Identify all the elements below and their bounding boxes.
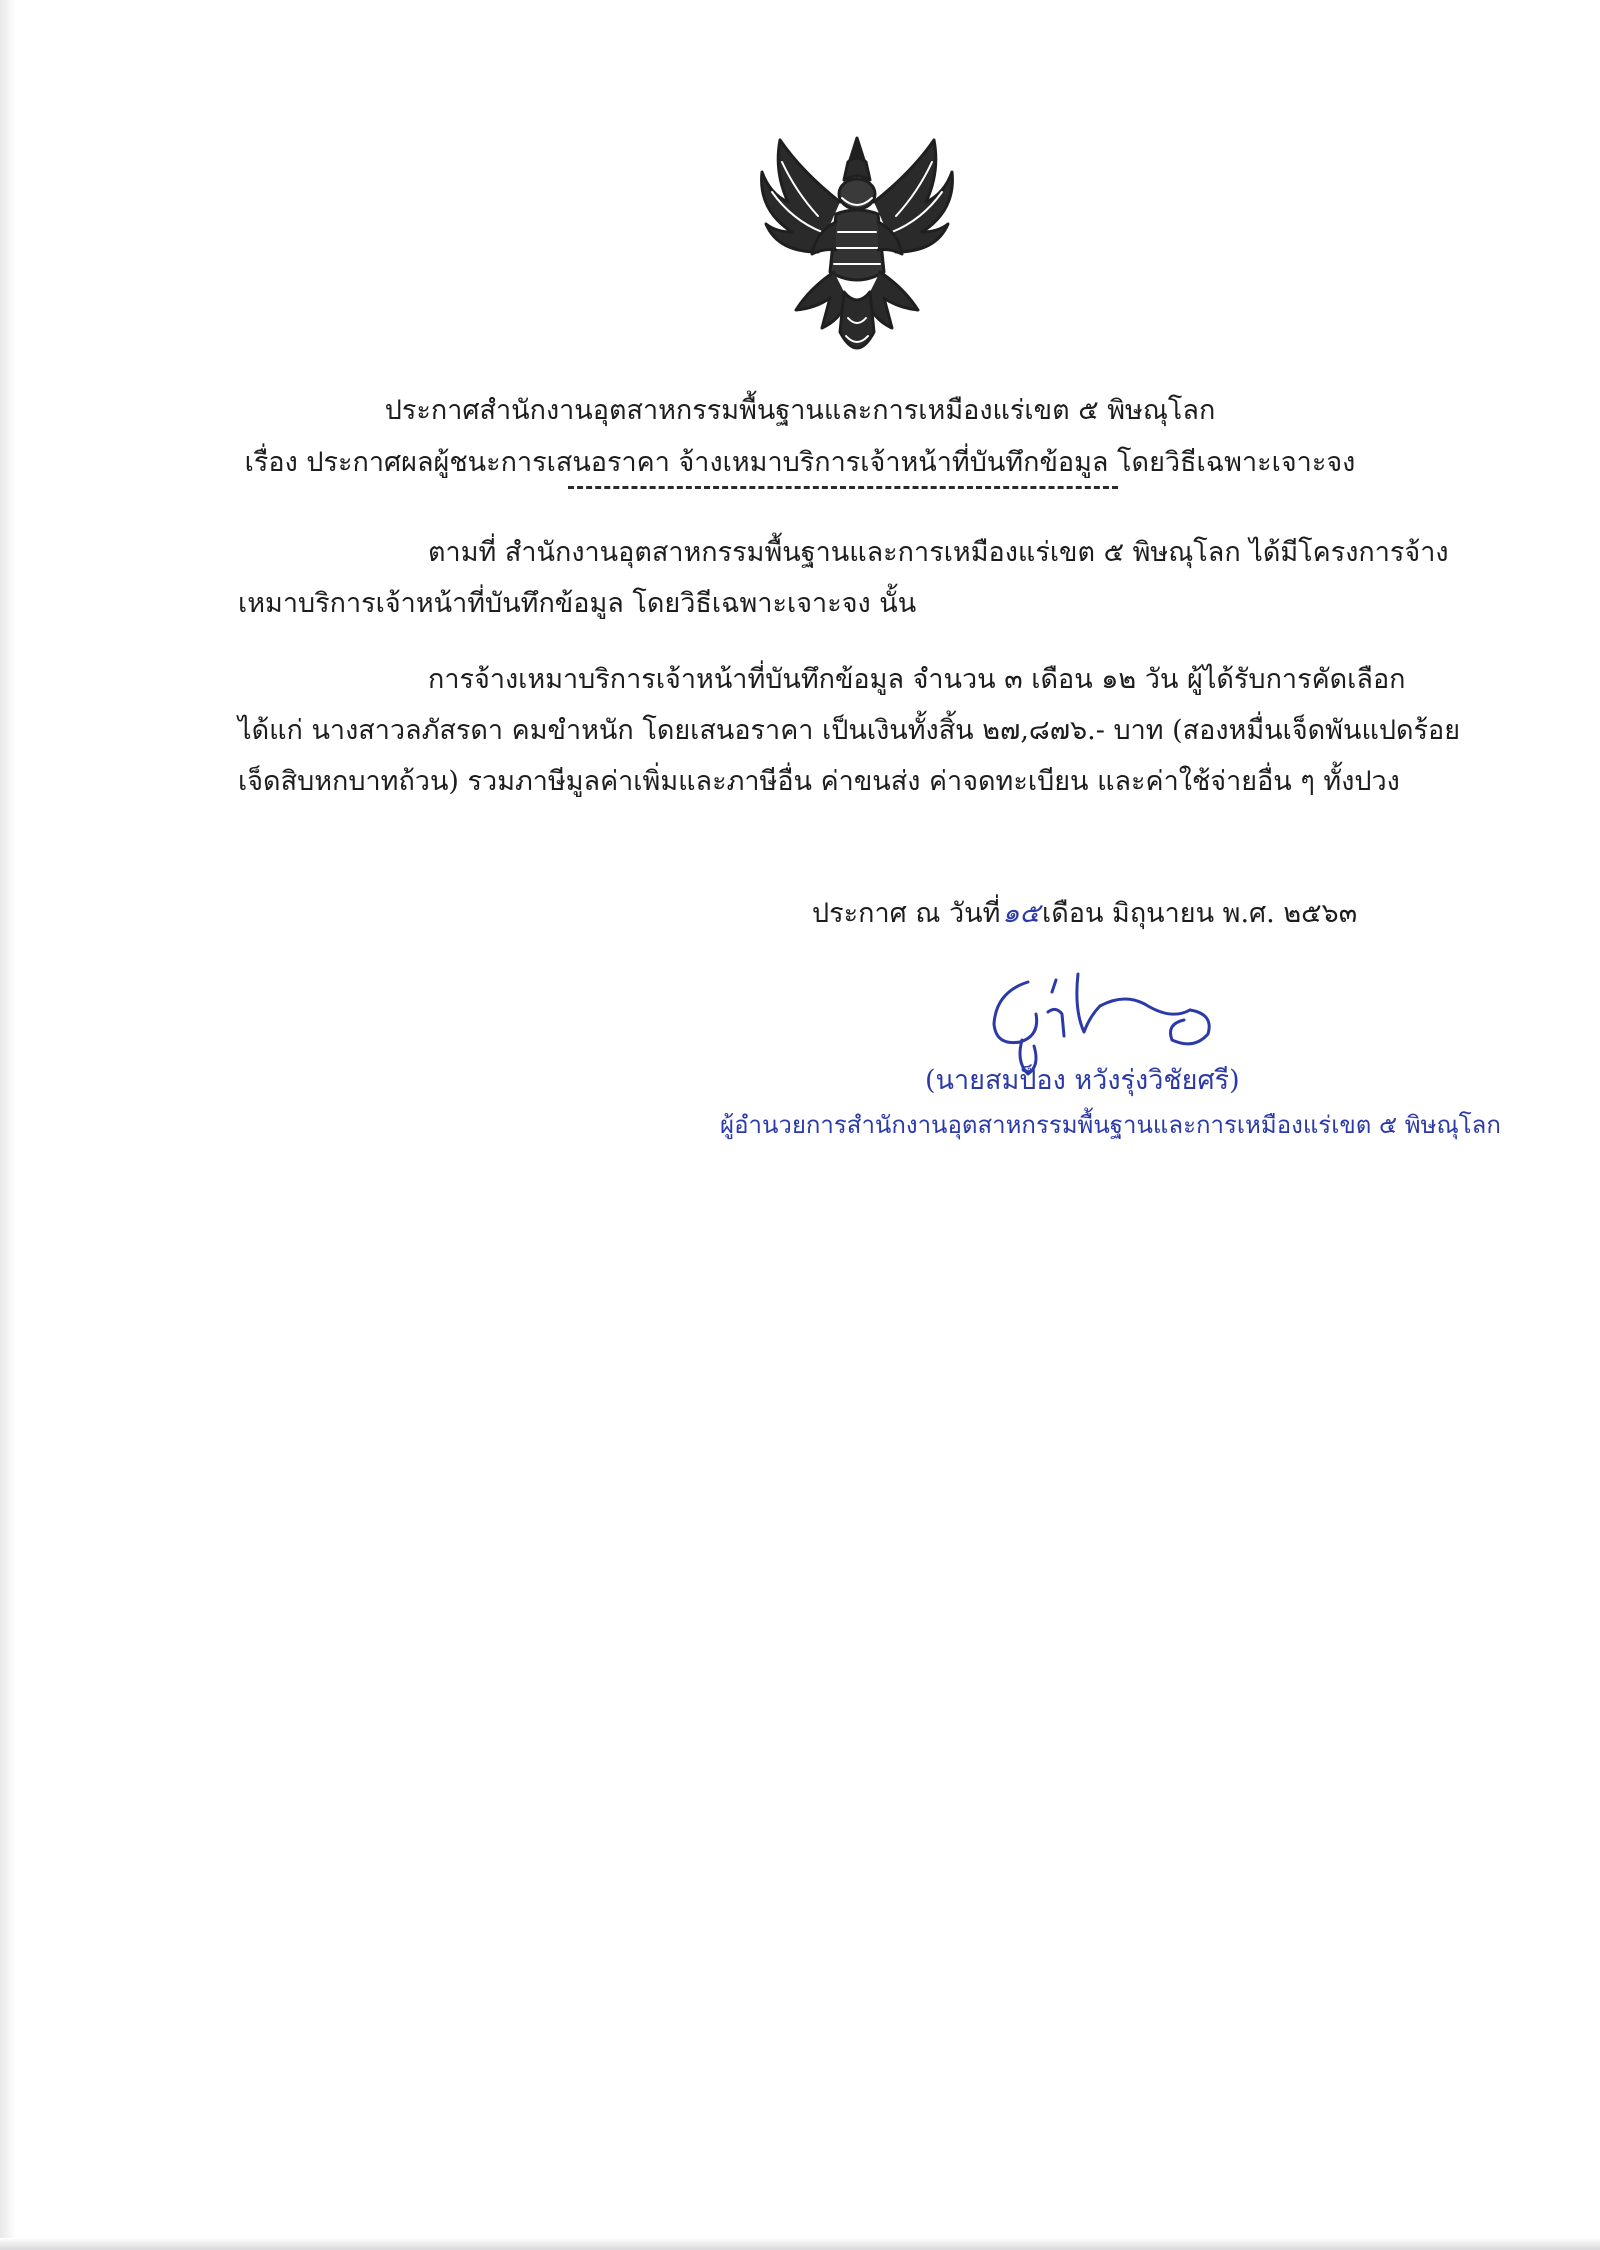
paragraph-line: การจ้างเหมาบริการเจ้าหน้าที่บันทึกข้อมูล จำนวน ๓ เดือน ๑๒ วัน ผู้ได้รับการคัดเลือก bbox=[428, 664, 1406, 695]
scan-edge-bottom bbox=[0, 2238, 1600, 2250]
signatory-name: (นายสมป็อง หวังรุ่งวิชัยศรี) bbox=[925, 1065, 1240, 1096]
date-day-handwritten: ๑๕ bbox=[1002, 898, 1040, 929]
scan-edge-left bbox=[0, 0, 16, 2250]
paragraph-line: เหมาบริการเจ้าหน้าที่บันทึกข้อมูล โดยวิธีเฉพาะเจาะจง นั้น bbox=[238, 588, 917, 619]
garuda-emblem-icon bbox=[752, 132, 962, 364]
paragraph-line: เจ็ดสิบหกบาทถ้วน) รวมภาษีมูลค่าเพิ่มและภาษีอื่น ค่าขนส่ง ค่าจดทะเบียน และค่าใช้จ่ายอื่น ๆ ทั้งปวง bbox=[238, 766, 1400, 797]
date-suffix: เดือน มิถุนายน พ.ศ. ๒๕๖๓ bbox=[1042, 898, 1358, 929]
announcement-title: ประกาศสำนักงานอุตสาหกรรมพื้นฐานและการเหมืองแร่เขต ๕ พิษณุโลก bbox=[384, 395, 1216, 426]
announcement-date bbox=[812, 891, 1357, 934]
paragraph-winner-details bbox=[238, 654, 1461, 807]
signatory-position: ผู้อำนวยการสำนักงานอุตสาหกรรมพื้นฐานและการเหมืองแร่เขต ๕ พิษณุโลก bbox=[720, 1111, 1501, 1139]
paragraph-line: ตามที่ สำนักงานอุตสาหกรรมพื้นฐานและการเหมืองแร่เขต ๕ พิษณุโลก ได้มีโครงการจ้าง bbox=[428, 537, 1449, 568]
paragraph-line: ได้แก่ นางสาวลภัสรดา คมขำหนัก โดยเสนอราคา เป็นเงินทั้งสิ้น ๒๗,๘๗๖.- บาท (สองหมื่นเจ็ดพันแปดร้อย bbox=[238, 715, 1461, 746]
announcement-subject: เรื่อง ประกาศผลผู้ชนะการเสนอราคา จ้างเหมาบริการเจ้าหน้าที่บันทึกข้อมูล โดยวิธีเฉพาะเจาะจง bbox=[244, 447, 1356, 478]
paragraph-project-intro bbox=[238, 527, 1448, 629]
dashed-divider bbox=[568, 486, 1118, 489]
date-prefix: ประกาศ ณ วันที่ bbox=[812, 898, 1001, 929]
